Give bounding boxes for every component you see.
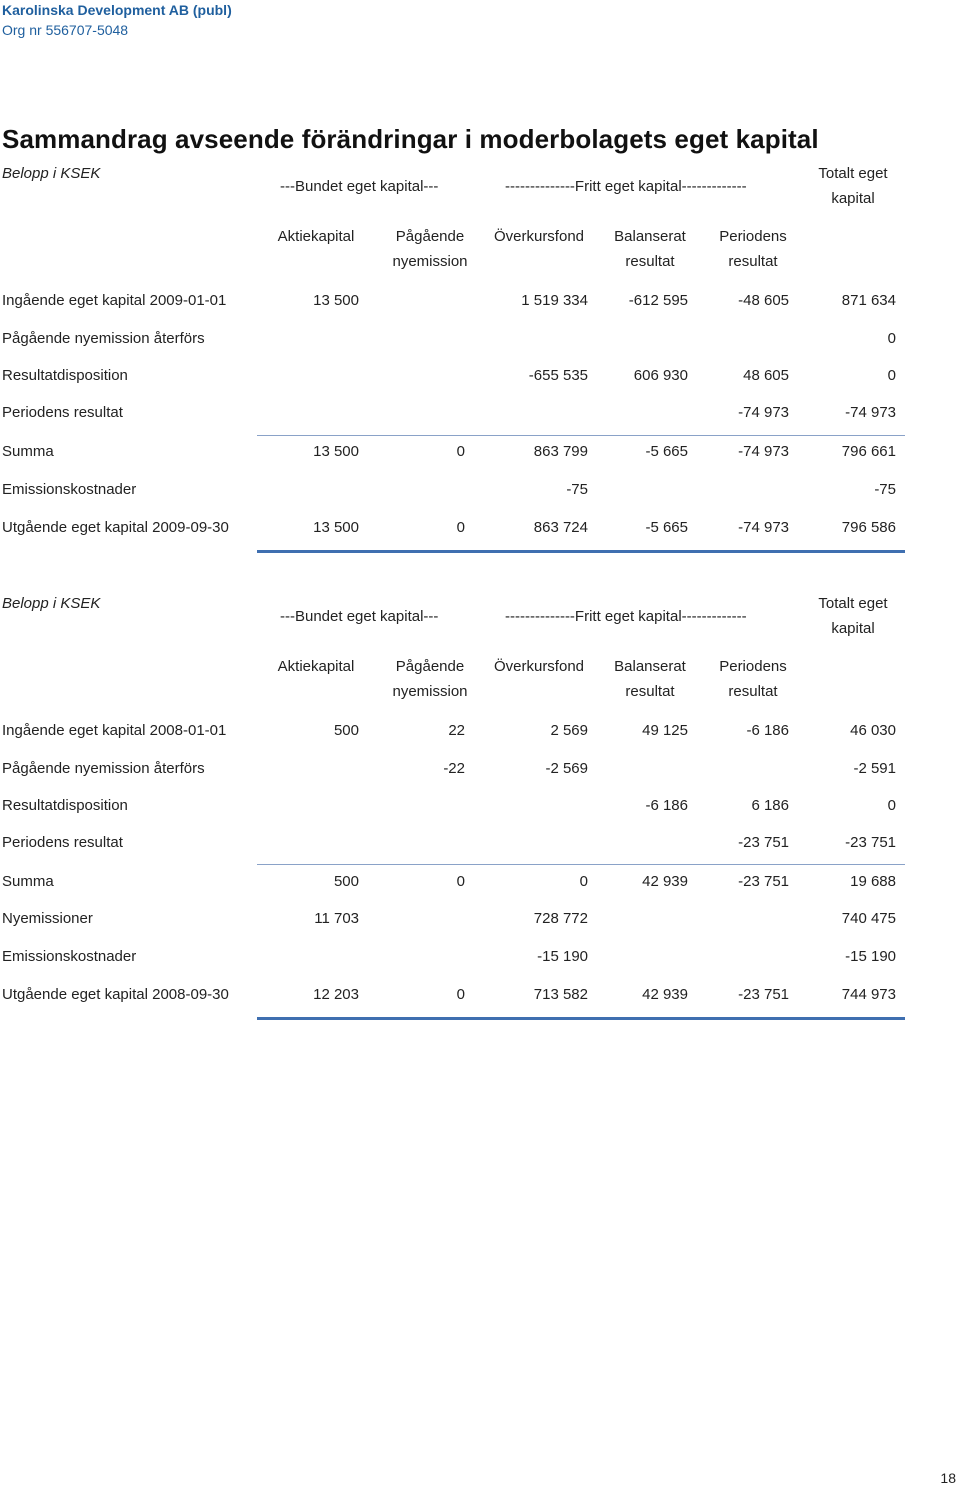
row-value-cell: 13 500 — [313, 292, 359, 309]
row-value-cell: 500 — [333, 722, 359, 739]
row-label: Utgående eget kapital 2009-09-30 — [2, 519, 229, 536]
total-header-line2: kapital — [831, 190, 875, 207]
row-value-cell: 48 605 — [743, 367, 789, 384]
row-label: Ingående eget kapital 2009-01-01 — [2, 292, 227, 309]
row-label: Pågående nyemission återförs — [2, 760, 205, 777]
company-name: Karolinska Development AB (publ) — [2, 2, 232, 18]
row-label: Periodens resultat — [2, 834, 123, 851]
group-header-bundet: ---Bundet eget kapital--- — [280, 178, 439, 195]
row-value-cell: 0 — [456, 519, 465, 536]
row-label: Nyemissioner — [2, 910, 93, 927]
row-value-cell: 713 582 — [533, 986, 588, 1003]
row-value-cell: 728 772 — [533, 910, 588, 927]
row-value-cell: -75 — [566, 481, 588, 498]
row-value-cell: -5 665 — [645, 443, 688, 460]
row-value-cell: 863 799 — [533, 443, 588, 460]
row-value-cell: -23 751 — [738, 986, 789, 1003]
row-total-cell: -23 751 — [845, 834, 896, 851]
column-header-line1: Pågående — [395, 658, 465, 675]
row-value-cell: 0 — [456, 986, 465, 1003]
row-label: Emissionskostnader — [2, 481, 137, 498]
row-total-cell: 744 973 — [841, 986, 896, 1003]
row-total-cell: 740 475 — [841, 910, 896, 927]
row-value-cell: 49 125 — [642, 722, 688, 739]
row-value-cell: 863 724 — [533, 519, 588, 536]
row-value-cell: 0 — [456, 443, 465, 460]
row-value-cell: -612 595 — [628, 292, 688, 309]
row-label: Summa — [2, 443, 54, 460]
row-total-cell: -15 190 — [845, 948, 896, 965]
row-value-cell: 2 569 — [550, 722, 588, 739]
row-value-cell: 0 — [579, 873, 588, 890]
total-header-line1: Totalt eget — [818, 595, 888, 612]
unit-label: Belopp i KSEK — [2, 165, 101, 182]
column-header-line1: Aktiekapital — [277, 658, 355, 675]
org-number: Org nr 556707-5048 — [2, 22, 129, 38]
row-label: Periodens resultat — [2, 404, 123, 421]
row-value-cell: -48 605 — [738, 292, 789, 309]
row-label: Utgående eget kapital 2008-09-30 — [2, 986, 229, 1003]
row-total-cell: -74 973 — [845, 404, 896, 421]
total-header-line2: kapital — [831, 620, 875, 637]
page-number: 18 — [940, 1470, 956, 1486]
row-value-cell: -23 751 — [738, 873, 789, 890]
total-header-line1: Totalt eget — [818, 165, 888, 182]
row-value-cell: -15 190 — [537, 948, 588, 965]
row-value-cell: 500 — [333, 873, 359, 890]
column-header-line2: nyemission — [392, 253, 468, 270]
column-header-line2: resultat — [625, 683, 675, 700]
column-header-line2: nyemission — [392, 683, 468, 700]
sum-separator-line — [257, 435, 905, 436]
row-label: Summa — [2, 873, 54, 890]
group-header-fritt: --------------Fritt eget kapital------------- — [505, 178, 747, 195]
column-header-line1: Överkursfond — [493, 658, 585, 675]
row-total-cell: 871 634 — [841, 292, 896, 309]
column-header-line1: Överkursfond — [493, 228, 585, 245]
column-header-line1: Periodens — [719, 228, 787, 245]
column-header-line1: Pågående — [395, 228, 465, 245]
column-header-line2: resultat — [625, 253, 675, 270]
row-label: Resultatdisposition — [2, 367, 128, 384]
row-total-cell: 0 — [887, 797, 896, 814]
row-label: Resultatdisposition — [2, 797, 128, 814]
row-value-cell: 0 — [456, 873, 465, 890]
row-value-cell: 42 939 — [642, 873, 688, 890]
row-total-cell: 46 030 — [850, 722, 896, 739]
row-value-cell: -74 973 — [738, 404, 789, 421]
row-value-cell: 11 703 — [314, 910, 359, 927]
row-label: Pågående nyemission återförs — [2, 330, 205, 347]
column-header-line1: Periodens — [719, 658, 787, 675]
row-label: Emissionskostnader — [2, 948, 137, 965]
column-header-line1: Balanserat — [614, 658, 686, 675]
group-header-bundet: ---Bundet eget kapital--- — [280, 608, 439, 625]
row-total-cell: 0 — [887, 367, 896, 384]
column-header-line1: Aktiekapital — [277, 228, 355, 245]
row-value-cell: -655 535 — [528, 367, 588, 384]
row-value-cell: -23 751 — [738, 834, 789, 851]
row-value-cell: 606 930 — [633, 367, 688, 384]
row-value-cell: -74 973 — [738, 519, 789, 536]
row-value-cell: -74 973 — [738, 443, 789, 460]
row-value-cell: 12 203 — [313, 986, 359, 1003]
page-title: Sammandrag avseende förändringar i moderbolagets eget kapital — [2, 124, 819, 154]
row-total-cell: 796 586 — [841, 519, 896, 536]
row-value-cell: -5 665 — [645, 519, 688, 536]
row-total-cell: -2 591 — [853, 760, 896, 777]
row-value-cell: 13 500 — [313, 443, 359, 460]
closing-underline — [257, 550, 905, 553]
row-total-cell: 19 688 — [850, 873, 896, 890]
row-total-cell: -75 — [874, 481, 896, 498]
row-value-cell: -6 186 — [746, 722, 789, 739]
row-value-cell: -6 186 — [645, 797, 688, 814]
row-value-cell: 22 — [448, 722, 465, 739]
column-header-line2: resultat — [728, 253, 778, 270]
row-value-cell: -2 569 — [545, 760, 588, 777]
row-value-cell: 1 519 334 — [521, 292, 588, 309]
row-value-cell: -22 — [443, 760, 465, 777]
closing-underline — [257, 1017, 905, 1020]
row-total-cell: 796 661 — [841, 443, 896, 460]
row-value-cell: 42 939 — [642, 986, 688, 1003]
column-header-line1: Balanserat — [614, 228, 686, 245]
unit-label: Belopp i KSEK — [2, 595, 101, 612]
row-total-cell: 0 — [887, 330, 896, 347]
group-header-fritt: --------------Fritt eget kapital------------- — [505, 608, 747, 625]
row-label: Ingående eget kapital 2008-01-01 — [2, 722, 227, 739]
row-value-cell: 13 500 — [313, 519, 359, 536]
row-value-cell: 6 186 — [751, 797, 789, 814]
sum-separator-line — [257, 864, 905, 865]
column-header-line2: resultat — [728, 683, 778, 700]
